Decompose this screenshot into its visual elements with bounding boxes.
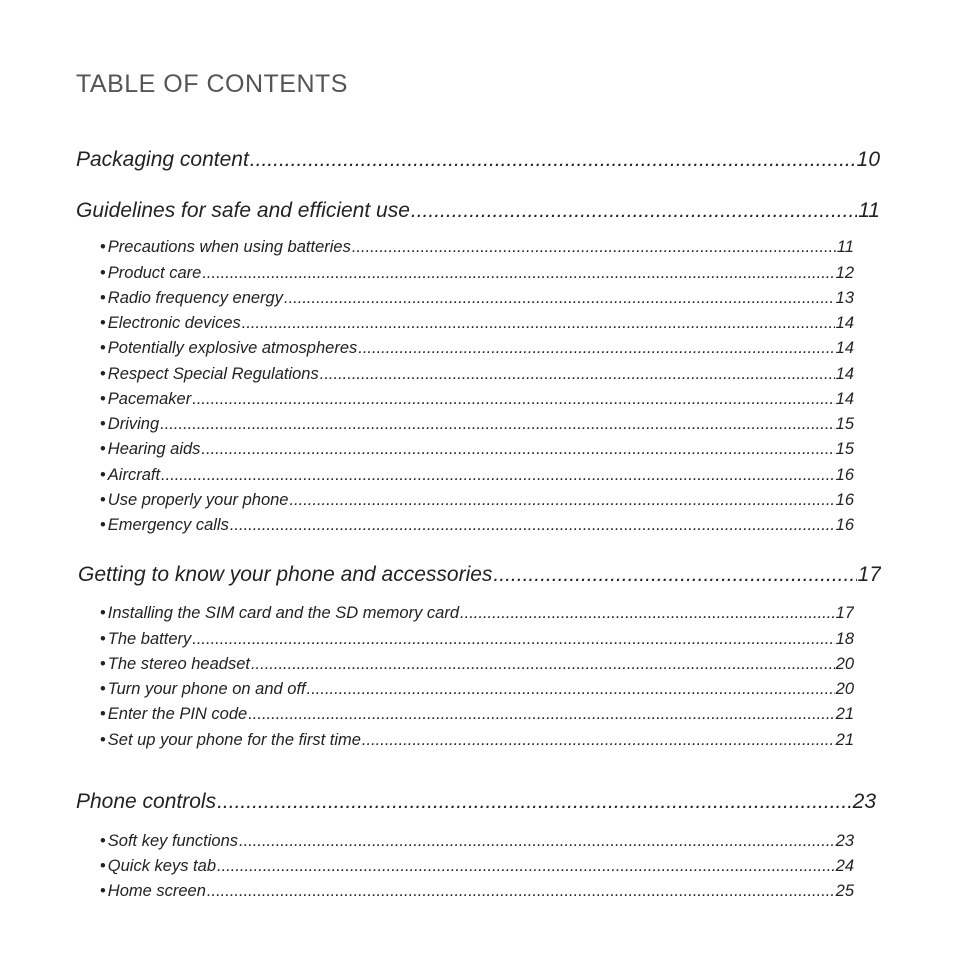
toc-item-label: The battery [107,630,192,648]
toc-section-label: Packaging content [76,148,249,171]
toc-item[interactable] [100,680,854,704]
bullet-icon: • [100,705,106,723]
toc-item-label: Set up your phone for the first time [107,731,361,749]
bullet-icon: • [100,630,106,648]
bullet-icon: • [100,238,106,256]
toc-section-phone-controls[interactable] [76,790,876,820]
toc-page-number: 13 [835,289,854,307]
toc-page-number: 18 [835,630,854,648]
bullet-icon: • [100,731,106,749]
leader-dots [362,731,835,750]
toc-page-number: 10 [856,148,880,171]
toc-page-number: 12 [835,264,854,282]
toc-item-label: Enter the PIN code [107,705,248,723]
toc-page-number: 11 [858,199,880,222]
bullet-icon: • [100,264,106,282]
toc-item[interactable] [100,339,854,363]
toc-item-label: Home screen [107,882,206,900]
toc-item-label: Installing the SIM card and the SD memory card [107,604,460,622]
toc-item-label: Driving [107,415,160,433]
toc-item[interactable] [100,289,854,313]
toc-item[interactable] [100,857,854,881]
toc-section-label: Guidelines for safe and efficient use [76,199,410,222]
bullet-icon: • [100,339,106,357]
bullet-icon: • [100,491,106,509]
leader-dots [460,604,835,623]
leader-dots [307,680,835,699]
leader-dots [201,440,834,459]
toc-page-number: 23 [835,832,854,850]
toc-item[interactable] [100,604,854,628]
leader-dots [250,148,856,172]
leader-dots [192,630,834,649]
bullet-icon: • [100,440,106,458]
toc-item-label: Turn your phone on and off [107,680,306,698]
toc-section-guidelines[interactable] [76,199,880,229]
bullet-icon: • [100,466,106,484]
toc-item[interactable] [100,705,854,729]
toc-page-number: 14 [835,339,854,357]
leader-dots [217,857,835,876]
toc-page-number: 16 [835,466,854,484]
leader-dots [160,415,835,434]
leader-dots [352,238,836,257]
toc-item-label: Use properly your phone [107,491,289,509]
toc-item-label: Quick keys tab [107,857,216,875]
bullet-icon: • [100,390,106,408]
bullet-icon: • [100,857,106,875]
toc-item[interactable] [100,655,854,679]
toc-item[interactable] [100,390,854,414]
toc-page-number: 21 [835,731,854,749]
toc-page-number: 15 [835,415,854,433]
toc-page-number: 16 [835,516,854,534]
leader-dots [289,491,834,510]
bullet-icon: • [100,365,106,383]
toc-item-label: The stereo headset [107,655,250,673]
toc-page-number: 24 [835,857,854,875]
toc-page-number: 11 [836,238,854,256]
toc-section-label: Phone controls [76,790,217,813]
toc-item-label: Product care [107,264,202,282]
toc-page-number: 23 [852,790,876,813]
toc-item[interactable] [100,882,854,906]
toc-item[interactable] [100,440,854,464]
bullet-icon: • [100,289,106,307]
bullet-icon: • [100,604,106,622]
toc-item-label: Precautions when using batteries [107,238,351,256]
leader-dots [411,199,857,223]
toc-item[interactable] [100,314,854,338]
toc-section-getting-to-know[interactable] [78,563,881,593]
leader-dots [230,516,835,535]
toc-item-label: Radio frequency energy [107,289,283,307]
toc-item[interactable] [100,466,854,490]
leader-dots [207,882,835,901]
toc-page-number: 14 [835,365,854,383]
leader-dots [358,339,834,358]
leader-dots [320,365,835,384]
toc-page-number: 21 [835,705,854,723]
toc-item[interactable] [100,731,854,755]
toc-item[interactable] [100,630,854,654]
toc-item-label: Soft key functions [107,832,239,850]
toc-item-label: Emergency calls [107,516,229,534]
toc-item-label: Pacemaker [107,390,192,408]
toc-section-label: Getting to know your phone and accessories [78,563,493,586]
toc-item[interactable] [100,238,854,262]
bullet-icon: • [100,680,106,698]
leader-dots [192,390,834,409]
leader-dots [248,705,834,724]
toc-item-label: Electronic devices [107,314,241,332]
leader-dots [493,563,856,587]
bullet-icon: • [100,655,106,673]
toc-page-number: 16 [835,491,854,509]
leader-dots [284,289,835,308]
toc-page-number: 20 [835,655,854,673]
toc-page-number: 14 [835,314,854,332]
toc-item[interactable] [100,832,854,856]
bullet-icon: • [100,882,106,900]
toc-page-number: 17 [835,604,854,622]
toc-item[interactable] [100,365,854,389]
toc-page-number: 14 [835,390,854,408]
toc-item[interactable] [100,415,854,439]
bullet-icon: • [100,415,106,433]
toc-item-label: Respect Special Regulations [107,365,319,383]
toc-page-number: 15 [835,440,854,458]
page-title: TABLE OF CONTENTS [76,70,348,98]
bullet-icon: • [100,832,106,850]
toc-page-number: 20 [835,680,854,698]
leader-dots [202,264,834,283]
leader-dots [242,314,835,333]
bullet-icon: • [100,516,106,534]
toc-item[interactable] [100,516,854,540]
toc-item[interactable] [100,264,854,288]
toc-item-label: Aircraft [107,466,161,484]
leader-dots [217,790,852,814]
leader-dots [251,655,835,674]
bullet-icon: • [100,314,106,332]
toc-item[interactable] [100,491,854,515]
toc-page-number: 25 [835,882,854,900]
toc-section-packaging[interactable] [76,148,880,178]
toc-item-label: Hearing aids [107,440,201,458]
toc-page-number: 17 [857,563,881,586]
leader-dots [239,832,835,851]
toc-item-label: Potentially explosive atmospheres [107,339,358,357]
leader-dots [161,466,835,485]
